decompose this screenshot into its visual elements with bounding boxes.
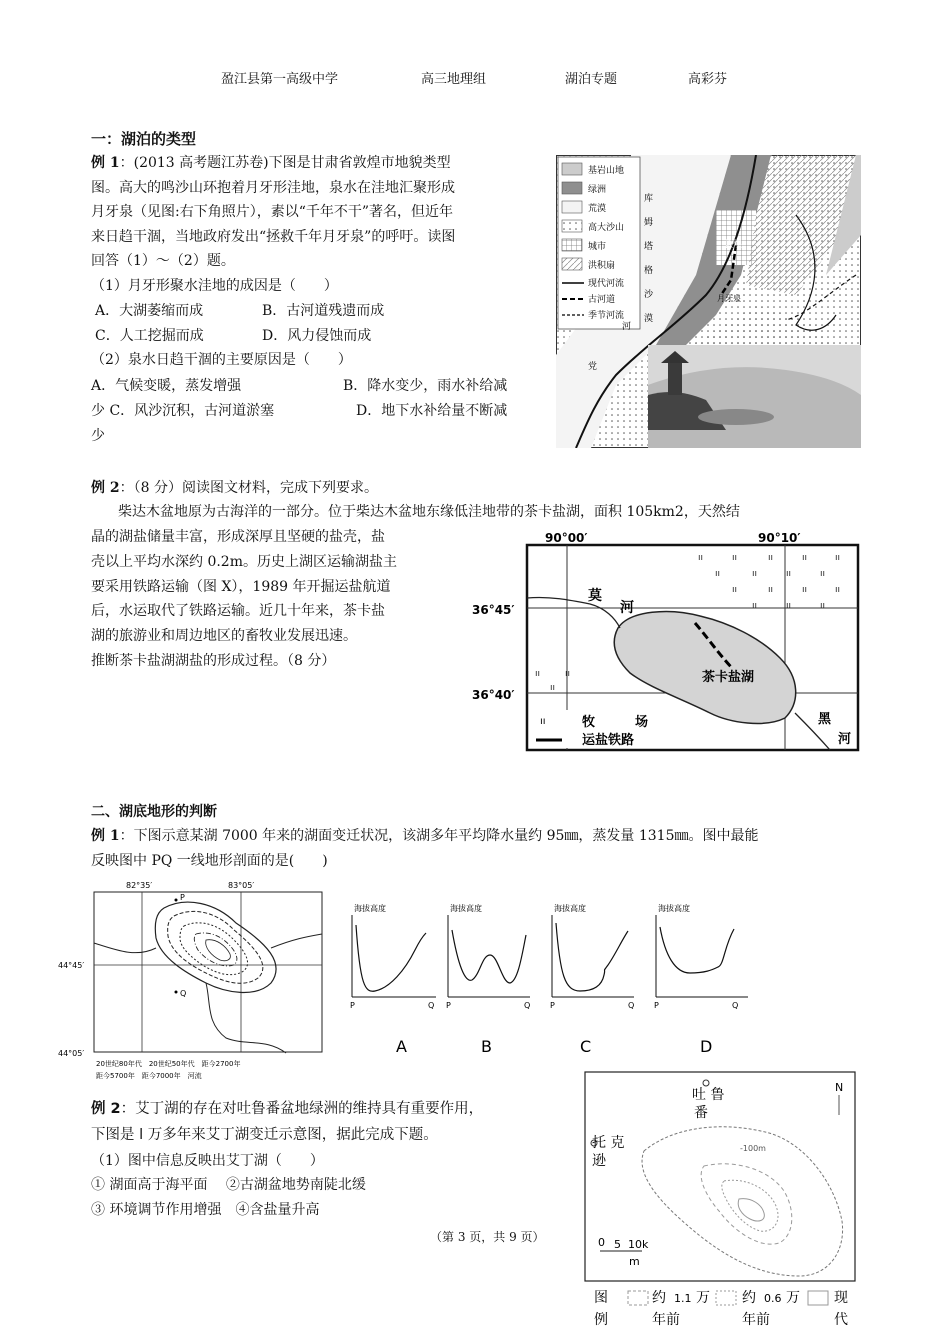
s2-ex1-line2: 反映图中 PQ 一线地形剖面的是( ) — [91, 852, 328, 869]
s2-ex1-label: 例 1 — [91, 828, 120, 844]
svg-text:ıı: ıı — [732, 553, 738, 563]
legend-desert-swatch — [562, 201, 582, 213]
legend-6000-d: 年前 — [742, 1312, 770, 1328]
svg-text:ıı: ıı — [732, 585, 738, 595]
page-footer: （第 3 页，共 9 页） — [430, 1230, 545, 1244]
toksun-label-2: 逊 — [592, 1153, 606, 1169]
legend-11000-c: 万 — [696, 1290, 710, 1306]
profile-d-q: Q — [732, 1001, 739, 1010]
turpan-label-2: 番 — [694, 1105, 708, 1121]
ex2-label: 例 2 — [91, 480, 120, 496]
legend-pasture-1: 牧 — [582, 715, 596, 730]
profile-c-p: P — [550, 1001, 555, 1010]
s2-ex2-opt1: ① 湖面高于海平面 ②古湖盆地势南陡北缓 — [91, 1177, 366, 1193]
legend-6000-swatch — [716, 1291, 736, 1305]
kumtag-3: 塔 — [644, 242, 654, 252]
map3-lon-2: 83°05′ — [228, 881, 255, 890]
profile-c-q: Q — [628, 1001, 635, 1010]
legend-oasis: 绿洲 — [588, 185, 607, 195]
legend-pasture-mark: ıı — [540, 716, 546, 727]
profile-a-label: A — [396, 1037, 407, 1056]
header-author: 高彩芬 — [688, 72, 728, 87]
hei-label: 黑 — [818, 712, 832, 727]
legend-oldchannel: 古河道 — [588, 295, 616, 305]
header-group: 高三地理组 — [421, 72, 487, 87]
ex2-line4: 要采用铁路运输（图 X），1989 年开掘运盐航道 — [91, 579, 391, 595]
ex1-q2-line2: 少 C．风沙沉积，古河道淤塞 — [91, 403, 275, 419]
svg-text:ıı: ıı — [768, 585, 774, 595]
he-label-2: 河 — [838, 732, 852, 747]
svg-text:ıı: ıı — [802, 585, 808, 595]
lon-label-2: 90°10′ — [758, 531, 801, 545]
header-school: 盈江县第一高级中学 — [221, 72, 339, 87]
s2-ex2 — [91, 1096, 483, 1148]
svg-text:ıı: ıı — [565, 669, 571, 679]
ex1-q2-a: A．气候变暖，蒸发增强 — [91, 378, 242, 394]
ex1-line2: 图。高大的鸣沙山环抱着月牙形洼地，泉水在洼地汇聚形成 — [91, 179, 455, 196]
profile-options — [340, 895, 760, 1060]
q-label: Q — [180, 989, 187, 998]
ex1-q1-a: A．大湖萎缩而成 — [95, 303, 204, 319]
lake-label: 茶卡盐湖 — [702, 670, 755, 685]
svg-text:ıı: ıı — [550, 683, 556, 693]
profile-d-p: P — [654, 1001, 659, 1010]
photo-spring — [698, 409, 774, 425]
turpan-label-1: 吐 鲁 — [692, 1087, 725, 1103]
legend-pasture-2: 场 — [635, 715, 649, 730]
kumtag-2: 姆 — [644, 218, 654, 228]
legend-modern-b: 代 — [834, 1312, 848, 1328]
ex1-q2-b: B．降水变少，雨水补给减 — [343, 378, 508, 394]
ex1-line1: ：(2013 高考题江苏卷)下图是甘肃省敦煌市地貌类型 — [119, 155, 451, 171]
s2-ex2-opt2: ③ 环境调节作用增强 ④含盐量升高 — [91, 1202, 320, 1218]
svg-text:ıı: ıı — [752, 569, 758, 579]
lat-label-2: 36°40′ — [472, 688, 515, 702]
profile-d-ylabel: 海拔高度 — [658, 904, 690, 913]
legend-railway: 运盐铁路 — [582, 733, 635, 748]
profile-d-label: D — [700, 1037, 713, 1056]
svg-text:ıı: ıı — [786, 569, 792, 579]
lat-label-1: 36°45′ — [472, 603, 515, 617]
point-q — [175, 991, 178, 994]
photo-pavilion — [668, 363, 682, 395]
legend-bedrock-swatch — [562, 163, 582, 175]
ex2-line1: 柴达木盆地原为古海洋的一部分。位于柴达木盆地东缘低洼地带的茶卡盐湖，面积 105km2，天然结 — [118, 504, 740, 520]
ex1-q2-d: D．地下水补给量不断减 — [356, 403, 508, 419]
mo-label: 莫 — [588, 588, 602, 604]
svg-text:ıı: ıı — [698, 553, 704, 563]
he-label-1: 河 — [620, 600, 634, 616]
legend-dune: 高大沙山 — [588, 223, 625, 233]
legend-11000-b: 1.1 — [674, 1292, 692, 1305]
scale-unit: m — [629, 1255, 640, 1268]
legend-fan: 洪积扇 — [588, 261, 616, 271]
svg-text:ıı: ıı — [752, 601, 758, 611]
svg-text:ıı: ıı — [786, 601, 792, 611]
legend-6000-b: 0.6 — [764, 1292, 782, 1305]
north-label: N — [835, 1081, 844, 1094]
profile-d-curve — [660, 927, 734, 973]
scale-5: 5 — [614, 1238, 621, 1251]
ex2-line7: 推断茶卡盐湖湖盐的形成过程。（8 分） — [91, 653, 336, 669]
svg-text:ıı: ıı — [535, 669, 541, 679]
aiding-lake-map — [584, 1071, 858, 1344]
profile-b — [446, 903, 530, 1056]
legend-dune-swatch — [562, 220, 582, 232]
profile-b-q: Q — [524, 1001, 531, 1010]
p-label: P — [180, 893, 185, 902]
scale-10: 10k — [628, 1238, 649, 1251]
kumtag-1: 库 — [644, 194, 654, 204]
kumtag-4: 格 — [644, 266, 654, 276]
ex1-q1-c: C．人工挖掘而成 — [95, 328, 204, 344]
river-label: 河 — [622, 322, 632, 332]
legend-seasonal: 季节河流 — [588, 311, 625, 321]
lake-change-map — [56, 878, 336, 1083]
ex1-q2: （2）泉水日趋干涸的主要原因是（ ） — [91, 352, 352, 368]
profile-a-ylabel: 海拔高度 — [354, 904, 386, 913]
dang-river-label: 党 — [588, 362, 598, 372]
ex2-line3: 壳以上平均水深约 0.2m。历史上湖区运输湖盐主 — [91, 554, 397, 570]
point-p — [175, 899, 178, 902]
legend-city: 城市 — [588, 242, 607, 252]
legend-title-1: 图 — [594, 1290, 608, 1306]
svg-text:ıı: ıı — [835, 585, 841, 595]
legend-11000-swatch — [628, 1291, 648, 1305]
legend-11000-d: 年前 — [652, 1312, 680, 1328]
toksun-label-1: 托 克 — [592, 1135, 625, 1151]
legend-desert: 荒漠 — [588, 204, 607, 214]
kumtag-5: 沙 — [644, 290, 654, 300]
svg-text:ıı: ıı — [820, 569, 826, 579]
ex2-line6: 湖的旅游业和周边地区的畜牧业发展迅速。 — [91, 628, 357, 644]
profile-c-label: C — [580, 1037, 592, 1056]
scale-0: 0 — [598, 1236, 605, 1249]
section2-title: 二、湖底地形的判断 — [91, 804, 217, 820]
ex1-line3: 月牙泉（见图:右下角照片），素以“千年不干”著名，但近年 — [91, 204, 454, 220]
dunhuang-landform-map — [556, 155, 861, 448]
section2-ex1 — [91, 824, 866, 873]
svg-text:ıı: ıı — [835, 553, 841, 563]
legend-11000-a: 约 — [652, 1290, 666, 1306]
ex1-line5: 回答（1）～（2）题。 — [91, 253, 235, 269]
s2-ex2-q1: （1）图中信息反映出艾丁湖（ ） — [91, 1153, 324, 1169]
map3-lon-1: 82°35′ — [126, 881, 153, 890]
legend-oasis-swatch — [562, 182, 582, 194]
ex2-line0: ：（8 分）阅读图文材料，完成下列要求。 — [119, 480, 378, 496]
ex1-q1: （1）月牙形聚水洼地的成因是（ ） — [91, 278, 338, 294]
lon-label-1: 90°00′ — [545, 531, 588, 545]
section1-ex1 — [91, 151, 551, 274]
profile-a-p: P — [350, 1001, 355, 1010]
ex1-line4: 来日趋干涸，当地政府发出“拯救千年月牙泉”的呼吁。读图 — [91, 228, 456, 245]
svg-text:ıı: ıı — [715, 569, 721, 579]
profile-b-label: B — [481, 1037, 492, 1056]
ex1-q2-line3: 少 — [91, 428, 105, 444]
profile-a-curve — [356, 925, 426, 991]
legend-modern-swatch — [808, 1291, 828, 1305]
ex1-label: 例 1 — [91, 155, 120, 171]
dunhuang-label: 敦煌 — [724, 240, 743, 250]
s2-ex2-line1: ：艾丁湖的存在对吐鲁番盆地绿洲的维持具有重要作用， — [120, 1101, 484, 1117]
profile-d — [654, 903, 748, 1056]
profile-c — [550, 903, 634, 1056]
profile-a — [350, 903, 436, 1056]
ex2-intro — [91, 476, 378, 501]
map3-lat-1: 44°45′ — [58, 961, 85, 970]
profile-a-q: Q — [428, 1001, 435, 1010]
chaka-salt-lake-map — [470, 528, 862, 754]
map3-frame — [94, 892, 322, 1052]
map3-lat-2: 44°05′ — [58, 1049, 85, 1058]
map4-frame — [585, 1072, 855, 1281]
s2-ex2-label: 例 2 — [91, 1101, 121, 1117]
ex2-line5: 后，水运取代了铁路运输。近几十年来，茶卡盐 — [91, 603, 385, 619]
contour-label: -100m — [740, 1144, 766, 1153]
s2-ex1-line1: ：下图示意某湖 7000 年来的湖面变迁状况，该湖多年平均降水量约 95㎜，蒸发量 1315㎜。图中最能 — [119, 828, 759, 844]
yueyaquan-label: 月牙泉 — [717, 294, 741, 303]
legend-fan-swatch — [562, 258, 582, 270]
legend-6000-c: 万 — [786, 1290, 800, 1306]
profile-b-curve — [452, 930, 526, 983]
ex1-q1-d: D．风力侵蚀而成 — [262, 328, 372, 344]
legend-bedrock: 基岩山地 — [588, 166, 625, 176]
map3-legend-row2: 距今5700年 距今7000年 河流 — [96, 1072, 202, 1080]
kumtag-6: 漠 — [644, 314, 654, 324]
svg-text:ıı: ıı — [820, 601, 826, 611]
legend-6000-a: 约 — [742, 1290, 756, 1306]
ex2-line2: 晶的湖盐储量丰富，形成深厚且坚硬的盐壳，盐 — [91, 529, 385, 545]
legend-city-swatch — [562, 239, 582, 251]
s2-ex2-line2: 下图是 l 万多年来艾丁湖变迁示意图，据此完成下题。 — [91, 1127, 438, 1143]
svg-text:ıı: ıı — [768, 553, 774, 563]
legend-title-2: 例 — [594, 1312, 608, 1328]
legend-modern-a: 现 — [834, 1290, 848, 1306]
ex1-q1-b: B．古河道残遗而成 — [262, 303, 385, 319]
legend-river: 现代河流 — [588, 279, 625, 289]
header-topic: 湖泊专题 — [565, 72, 618, 87]
svg-text:ıı: ıı — [802, 553, 808, 563]
profile-b-ylabel: 海拔高度 — [450, 904, 482, 913]
profile-b-p: P — [446, 1001, 451, 1010]
profile-c-ylabel: 海拔高度 — [554, 904, 586, 913]
section1-title: 一：湖泊的类型 — [91, 130, 197, 148]
map3-legend-row1: 20世纪80年代 20世纪50年代 距今2700年 — [96, 1060, 241, 1068]
profile-c-curve — [556, 923, 628, 991]
